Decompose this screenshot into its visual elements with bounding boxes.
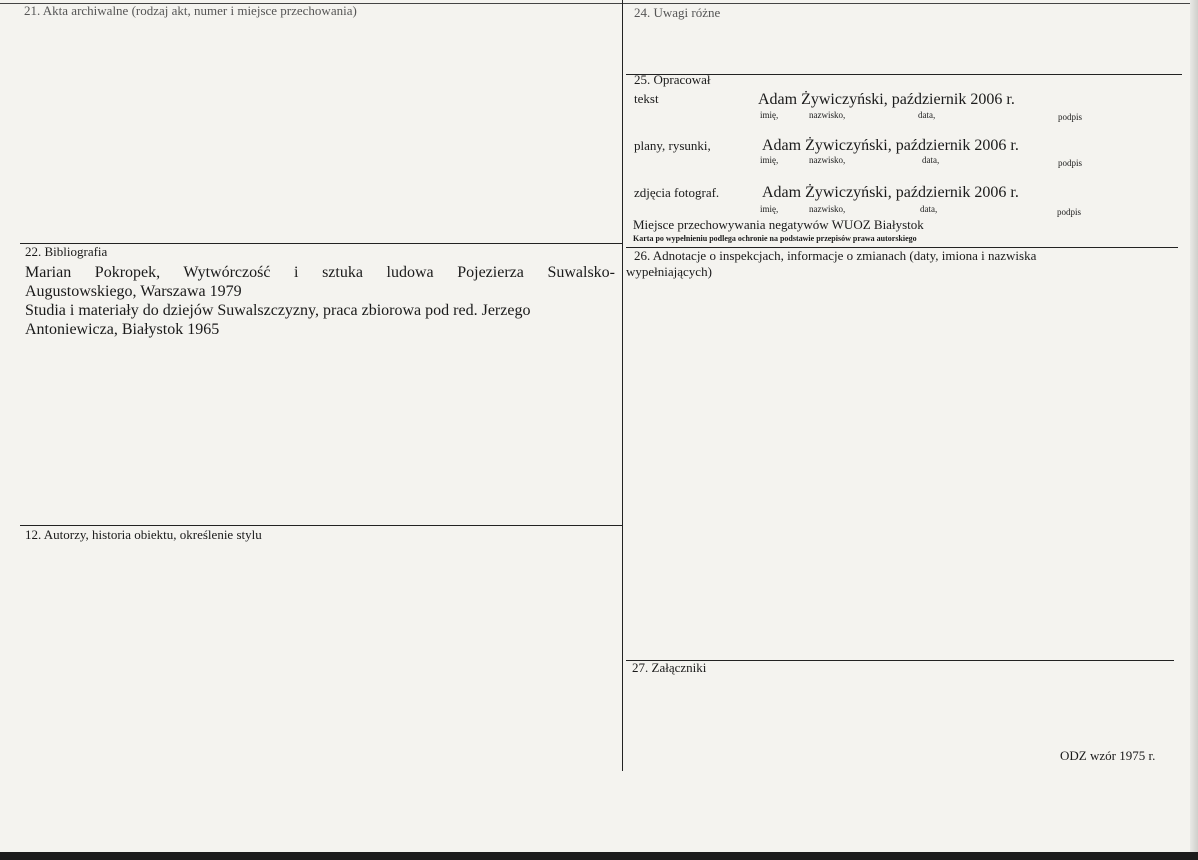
field-27-label: 27. Załączniki — [632, 660, 707, 675]
role-photos: zdjęcia fotograf. — [634, 185, 720, 200]
field-22-label: 22. Bibliografia — [25, 244, 108, 259]
divider-12-top — [20, 525, 622, 526]
field-25-label: 25. Opracował — [634, 72, 711, 87]
form-footer: ODZ wzór 1975 r. — [1060, 748, 1156, 763]
scan-edge-bottom — [0, 852, 1198, 860]
field-26-label-cont: wypełniających) — [626, 264, 712, 279]
negatives-storage: Miejsce przechowywania negatywów WUOZ Białystok — [633, 217, 924, 232]
hint-signature: podpis — [1058, 112, 1083, 122]
hint-surname: nazwisko, — [809, 155, 846, 165]
field-26-label: 26. Adnotacje o inspekcjach, informacje o zmianach (daty, imiona i nazwiska — [634, 248, 1037, 263]
bibliography-text — [25, 263, 615, 339]
hint-surname: nazwisko, — [809, 110, 846, 120]
scan-edge-right — [1190, 0, 1198, 860]
bibliography-line: Augustowskiego, Warszawa 1979 — [25, 283, 242, 300]
hint-name: imię, — [760, 155, 779, 165]
hint-signature: podpis — [1058, 158, 1083, 168]
author-value: Adam Żywiczyński, październik 2006 r. — [758, 91, 1015, 108]
hint-date: data, — [920, 204, 938, 214]
divider-22-top — [20, 243, 622, 244]
field-12-label: 12. Autorzy, historia obiektu, określenie stylu — [25, 527, 262, 542]
hint-surname: nazwisko, — [809, 204, 846, 214]
hint-date: data, — [918, 110, 936, 120]
role-text: tekst — [634, 91, 659, 106]
field-24-label: 24. Uwagi różne — [634, 5, 721, 20]
copyright-note: Karta po wypełnieniu podlega ochronie na podstawie przepisów prawa autorskiego — [633, 234, 917, 243]
author-value: Adam Żywiczyński, październik 2006 r. — [762, 184, 1019, 201]
bibliography-line: Antoniewicza, Białystok 1965 — [25, 321, 220, 338]
bibliography-line: Studia i materiały do dziejów Suwalszczyzny, praca zbiorowa pod red. Jerzego — [25, 302, 531, 319]
role-plans: plany, rysunki, — [634, 138, 711, 153]
center-divider — [622, 0, 623, 771]
hint-date: data, — [922, 155, 940, 165]
hint-name: imię, — [760, 110, 779, 120]
field-21-label: 21. Akta archiwalne (rodzaj akt, numer i miejsce przechowania) — [24, 3, 357, 18]
divider-27-top — [626, 660, 1174, 661]
hint-name: imię, — [760, 204, 779, 214]
hint-signature: podpis — [1057, 207, 1082, 217]
bibliography-line: Marian Pokropek, Wytwórczość i sztuka ludowa Pojezierza Suwalsko- — [25, 264, 615, 281]
author-value: Adam Żywiczyński, październik 2006 r. — [762, 137, 1019, 154]
